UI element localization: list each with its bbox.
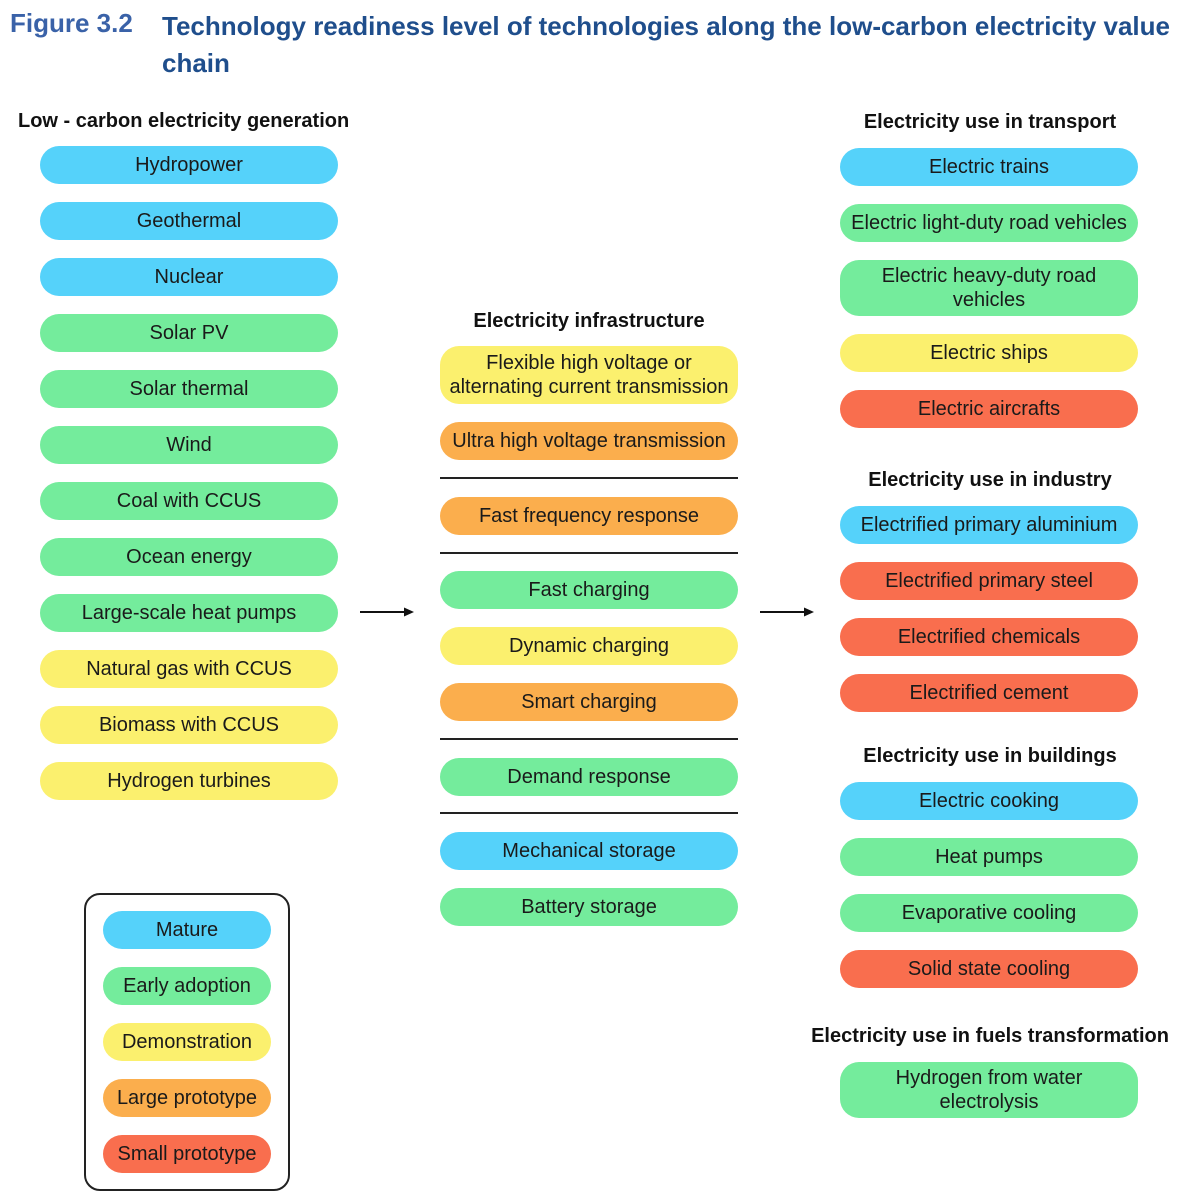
- generation-item: Solar thermal: [40, 370, 338, 408]
- generation-item: Large-scale heat pumps: [40, 594, 338, 632]
- generation-item: Solar PV: [40, 314, 338, 352]
- fuels-heading: Electricity use in fuels transformation: [811, 1025, 1169, 1047]
- generation-heading: Low - carbon electricity generation: [18, 110, 350, 132]
- infrastructure-divider: [440, 477, 738, 479]
- infrastructure-item: Fast charging: [440, 571, 738, 609]
- legend-item-early-adoption: Early adoption: [103, 967, 271, 1005]
- infrastructure-divider: [440, 812, 738, 814]
- infrastructure-item: Demand response: [440, 758, 738, 796]
- legend-item-mature: Mature: [103, 911, 271, 949]
- generation-item: Hydrogen turbines: [40, 762, 338, 800]
- legend-item-small-prototype: Small prototype: [103, 1135, 271, 1173]
- industry-item: Electrified primary steel: [840, 562, 1138, 600]
- fuels-item: Hydrogen from water electrolysis: [840, 1062, 1138, 1118]
- transport-item: Electric trains: [840, 148, 1138, 186]
- generation-item: Coal with CCUS: [40, 482, 338, 520]
- buildings-item: Electric cooking: [840, 782, 1138, 820]
- infrastructure-heading: Electricity infrastructure: [473, 310, 705, 332]
- infrastructure-item: Dynamic charging: [440, 627, 738, 665]
- generation-item: Biomass with CCUS: [40, 706, 338, 744]
- infrastructure-divider: [440, 738, 738, 740]
- infrastructure-item: Flexible high voltage or alternating current transmission: [440, 346, 738, 404]
- industry-heading: Electricity use in industry: [868, 469, 1112, 491]
- generation-item: Geothermal: [40, 202, 338, 240]
- infrastructure-divider: [440, 552, 738, 554]
- transport-item: Electric heavy-duty road vehicles: [840, 260, 1138, 316]
- transport-heading: Electricity use in transport: [863, 111, 1117, 133]
- transport-item: Electric light-duty road vehicles: [840, 204, 1138, 242]
- buildings-item: Solid state cooling: [840, 950, 1138, 988]
- generation-item: Hydropower: [40, 146, 338, 184]
- legend-item-demonstration: Demonstration: [103, 1023, 271, 1061]
- generation-item: Natural gas with CCUS: [40, 650, 338, 688]
- arrow-generation-to-infrastructure: [358, 604, 416, 620]
- industry-item: Electrified cement: [840, 674, 1138, 712]
- buildings-heading: Electricity use in buildings: [863, 745, 1117, 767]
- transport-item: Electric aircrafts: [840, 390, 1138, 428]
- infrastructure-item: Smart charging: [440, 683, 738, 721]
- legend-item-large-prototype: Large prototype: [103, 1079, 271, 1117]
- transport-item: Electric ships: [840, 334, 1138, 372]
- generation-item: Nuclear: [40, 258, 338, 296]
- buildings-item: Evaporative cooling: [840, 894, 1138, 932]
- infrastructure-item: Ultra high voltage transmission: [440, 422, 738, 460]
- infrastructure-item: Battery storage: [440, 888, 738, 926]
- figure-label: Figure 3.2: [10, 8, 133, 38]
- arrow-infrastructure-to-use: [758, 604, 816, 620]
- industry-item: Electrified chemicals: [840, 618, 1138, 656]
- buildings-item: Heat pumps: [840, 838, 1138, 876]
- infrastructure-item: Fast frequency response: [440, 497, 738, 535]
- industry-item: Electrified primary aluminium: [840, 506, 1138, 544]
- figure-title: Technology readiness level of technologies along the low-carbon electricity value chain: [162, 11, 1170, 78]
- generation-item: Ocean energy: [40, 538, 338, 576]
- infrastructure-item: Mechanical storage: [440, 832, 738, 870]
- generation-item: Wind: [40, 426, 338, 464]
